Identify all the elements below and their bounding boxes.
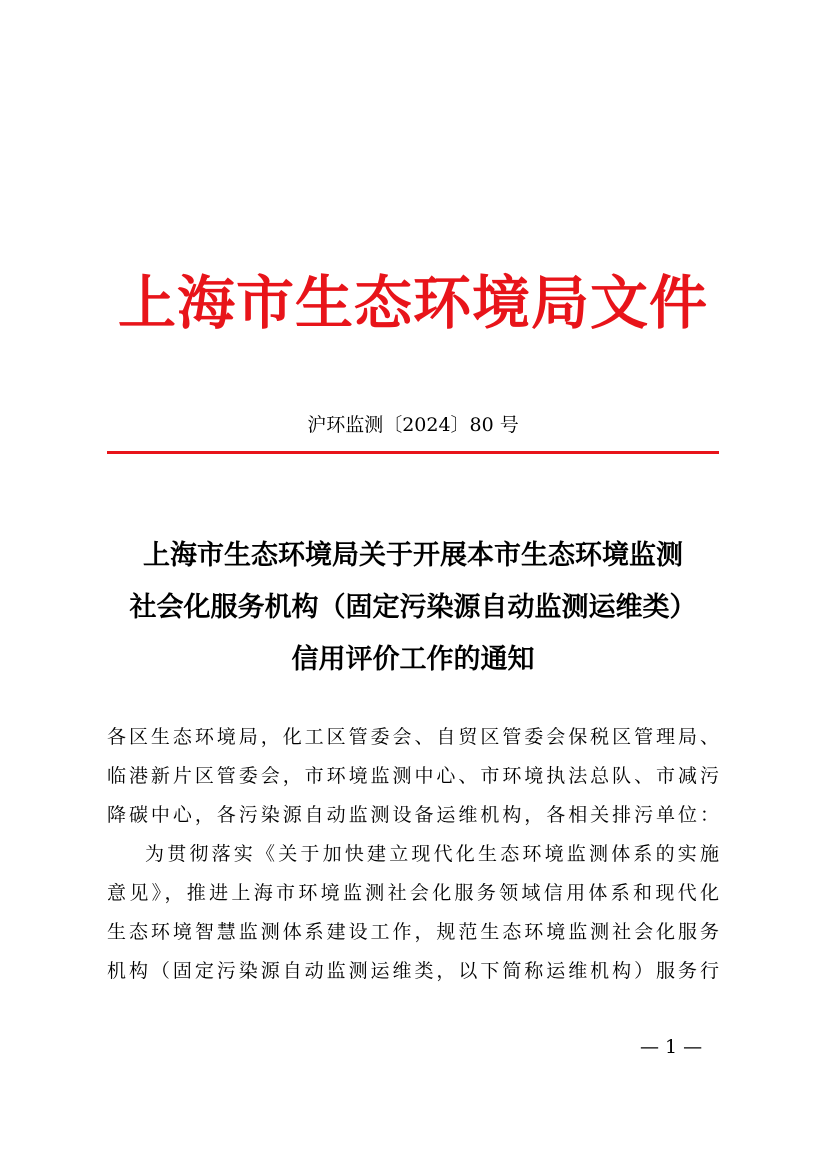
document-number: 沪环监测〔2024〕80 号 <box>307 414 519 436</box>
red-divider-line <box>107 451 719 454</box>
addressee-line: 临港新片区管委会，市环境监测中心、市环境执法总队、市减污 <box>107 765 719 787</box>
paragraph-line: 为贯彻落实《关于加快建立现代化生态环境监测体系的实施 <box>145 843 719 865</box>
document-masthead: 上海市生态环境局文件 <box>117 269 708 337</box>
paragraph-line: 意见》，推进上海市环境监测社会化服务领域信用体系和现代化 <box>107 882 719 904</box>
paragraph-line: 生态环境智慧监测体系建设工作，规范生态环境监测社会化服务 <box>107 921 719 943</box>
title-line: 信用评价工作的通知 <box>291 644 535 675</box>
addressee-line: 降碳中心，各污染源自动监测设备运维机构，各相关排污单位： <box>107 804 719 826</box>
paragraph-line: 机构（固定污染源自动监测运维类，以下简称运维机构）服务行 <box>107 960 719 982</box>
document-title <box>60 530 766 686</box>
addressee-line: 各区生态环境局，化工区管委会、自贸区管委会保税区管理局、 <box>107 726 719 748</box>
title-line: 社会化服务机构（固定污染源自动监测运维类） <box>129 592 697 623</box>
page-number: — 1 — <box>640 1036 703 1058</box>
title-line: 上海市生态环境局关于开展本市生态环境监测 <box>143 540 683 571</box>
document-body <box>107 718 719 991</box>
